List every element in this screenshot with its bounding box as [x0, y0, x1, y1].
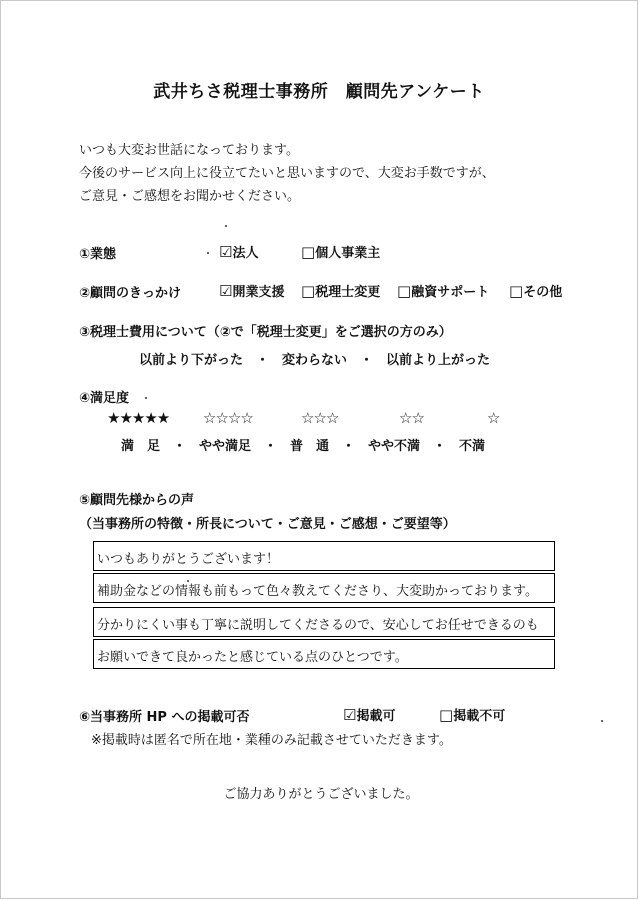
- q4-label: ④満足度: [79, 391, 130, 406]
- q5-sub-label: （当事務所の特徴・所長について・ご意見・ご感想・ご要望等）: [79, 517, 456, 532]
- q6-option-allow[interactable]: [343, 705, 395, 724]
- q6-note: ※掲載時は匿名で所在地・業種のみ記載させていただきます。: [91, 733, 452, 748]
- rating-2-stars[interactable]: ☆☆: [399, 409, 424, 427]
- q1-label: ①業態: [79, 247, 117, 262]
- feedback-line-box: [93, 639, 555, 669]
- option-label: 法人: [232, 246, 259, 261]
- q2-option-other[interactable]: [509, 281, 562, 300]
- stray-dot: [225, 225, 227, 227]
- rating-3-stars[interactable]: ☆☆☆: [301, 409, 339, 427]
- stray-dot: [207, 252, 209, 254]
- intro-text: [79, 139, 495, 208]
- checkbox-icon: □: [301, 243, 316, 261]
- q3-label: ③税理士費用について（②で「税理士変更」をご選択の方のみ）: [79, 325, 452, 340]
- stray-dot: [145, 397, 147, 399]
- q6-label: ⑥当事務所 HP への掲載可否: [79, 710, 250, 725]
- feedback-line-box: [93, 573, 555, 603]
- option-label: 掲載不可: [453, 709, 506, 724]
- q1-option-corporation[interactable]: [219, 242, 258, 261]
- checked-checkbox-icon: ☑: [219, 282, 233, 300]
- feedback-line: 補助金などの情報も前もって色々教えてくださり、大変助かっております。: [97, 584, 538, 599]
- option-label: 掲載可: [356, 709, 396, 724]
- feedback-line-box: [93, 607, 555, 637]
- checkbox-icon: □: [301, 282, 316, 300]
- stray-dot: [187, 580, 189, 582]
- feedback-line: 分かりにくい事も丁寧に説明してくださるので、安心してお任せできるのも: [97, 618, 539, 633]
- q2-option-change-accountant[interactable]: [301, 281, 380, 300]
- option-label: 個人事業主: [315, 246, 381, 261]
- q2-option-startup-support[interactable]: [219, 281, 284, 300]
- q6-option-deny[interactable]: [439, 705, 505, 724]
- page-title: 武井ちさ税理士事務所 顧問先アンケート: [153, 82, 485, 102]
- feedback-line: お願いできて良かったと感じている点のひとつです。: [97, 650, 408, 665]
- feedback-line-box: [93, 541, 555, 571]
- checkbox-icon: □: [509, 282, 524, 300]
- q5-label: ⑤顧問先様からの声: [79, 493, 195, 508]
- closing-message: ご協力ありがとうございました。: [223, 787, 419, 802]
- option-label: 融資サポート: [411, 285, 490, 300]
- option-label: 税理士変更: [315, 285, 381, 300]
- q3-choices: 以前より下がった ・ 変わらない ・ 以前より上がった: [139, 353, 491, 368]
- feedback-line: いつもありがとうございます！: [97, 552, 280, 567]
- option-label: その他: [523, 285, 563, 300]
- intro-line: ご意見・ご感想をお聞かせください。: [79, 189, 301, 204]
- option-label: 開業支援: [232, 285, 285, 300]
- intro-line: いつも大変お世話になっております。: [79, 143, 299, 158]
- rating-4-stars[interactable]: ☆☆☆☆: [203, 409, 253, 427]
- checked-checkbox-icon: ☑: [343, 706, 357, 724]
- rating-labels: 満 足 ・ やや満足 ・ 普 通 ・ やや不満 ・ 不満: [121, 439, 486, 454]
- q2-label: ②顧問のきっかけ: [79, 286, 182, 301]
- rating-1-star[interactable]: ☆: [487, 409, 500, 427]
- intro-line: 今後のサービス向上に役立てたいと思いますので、大変お手数ですが、: [79, 166, 495, 181]
- stray-dot: [601, 720, 603, 722]
- q1-option-sole-proprietor[interactable]: [301, 242, 380, 261]
- rating-5-stars[interactable]: ★★★★★: [107, 409, 170, 427]
- q2-option-financing[interactable]: [397, 281, 489, 300]
- checkbox-icon: □: [439, 706, 454, 724]
- checked-checkbox-icon: ☑: [219, 243, 233, 261]
- checkbox-icon: □: [397, 282, 412, 300]
